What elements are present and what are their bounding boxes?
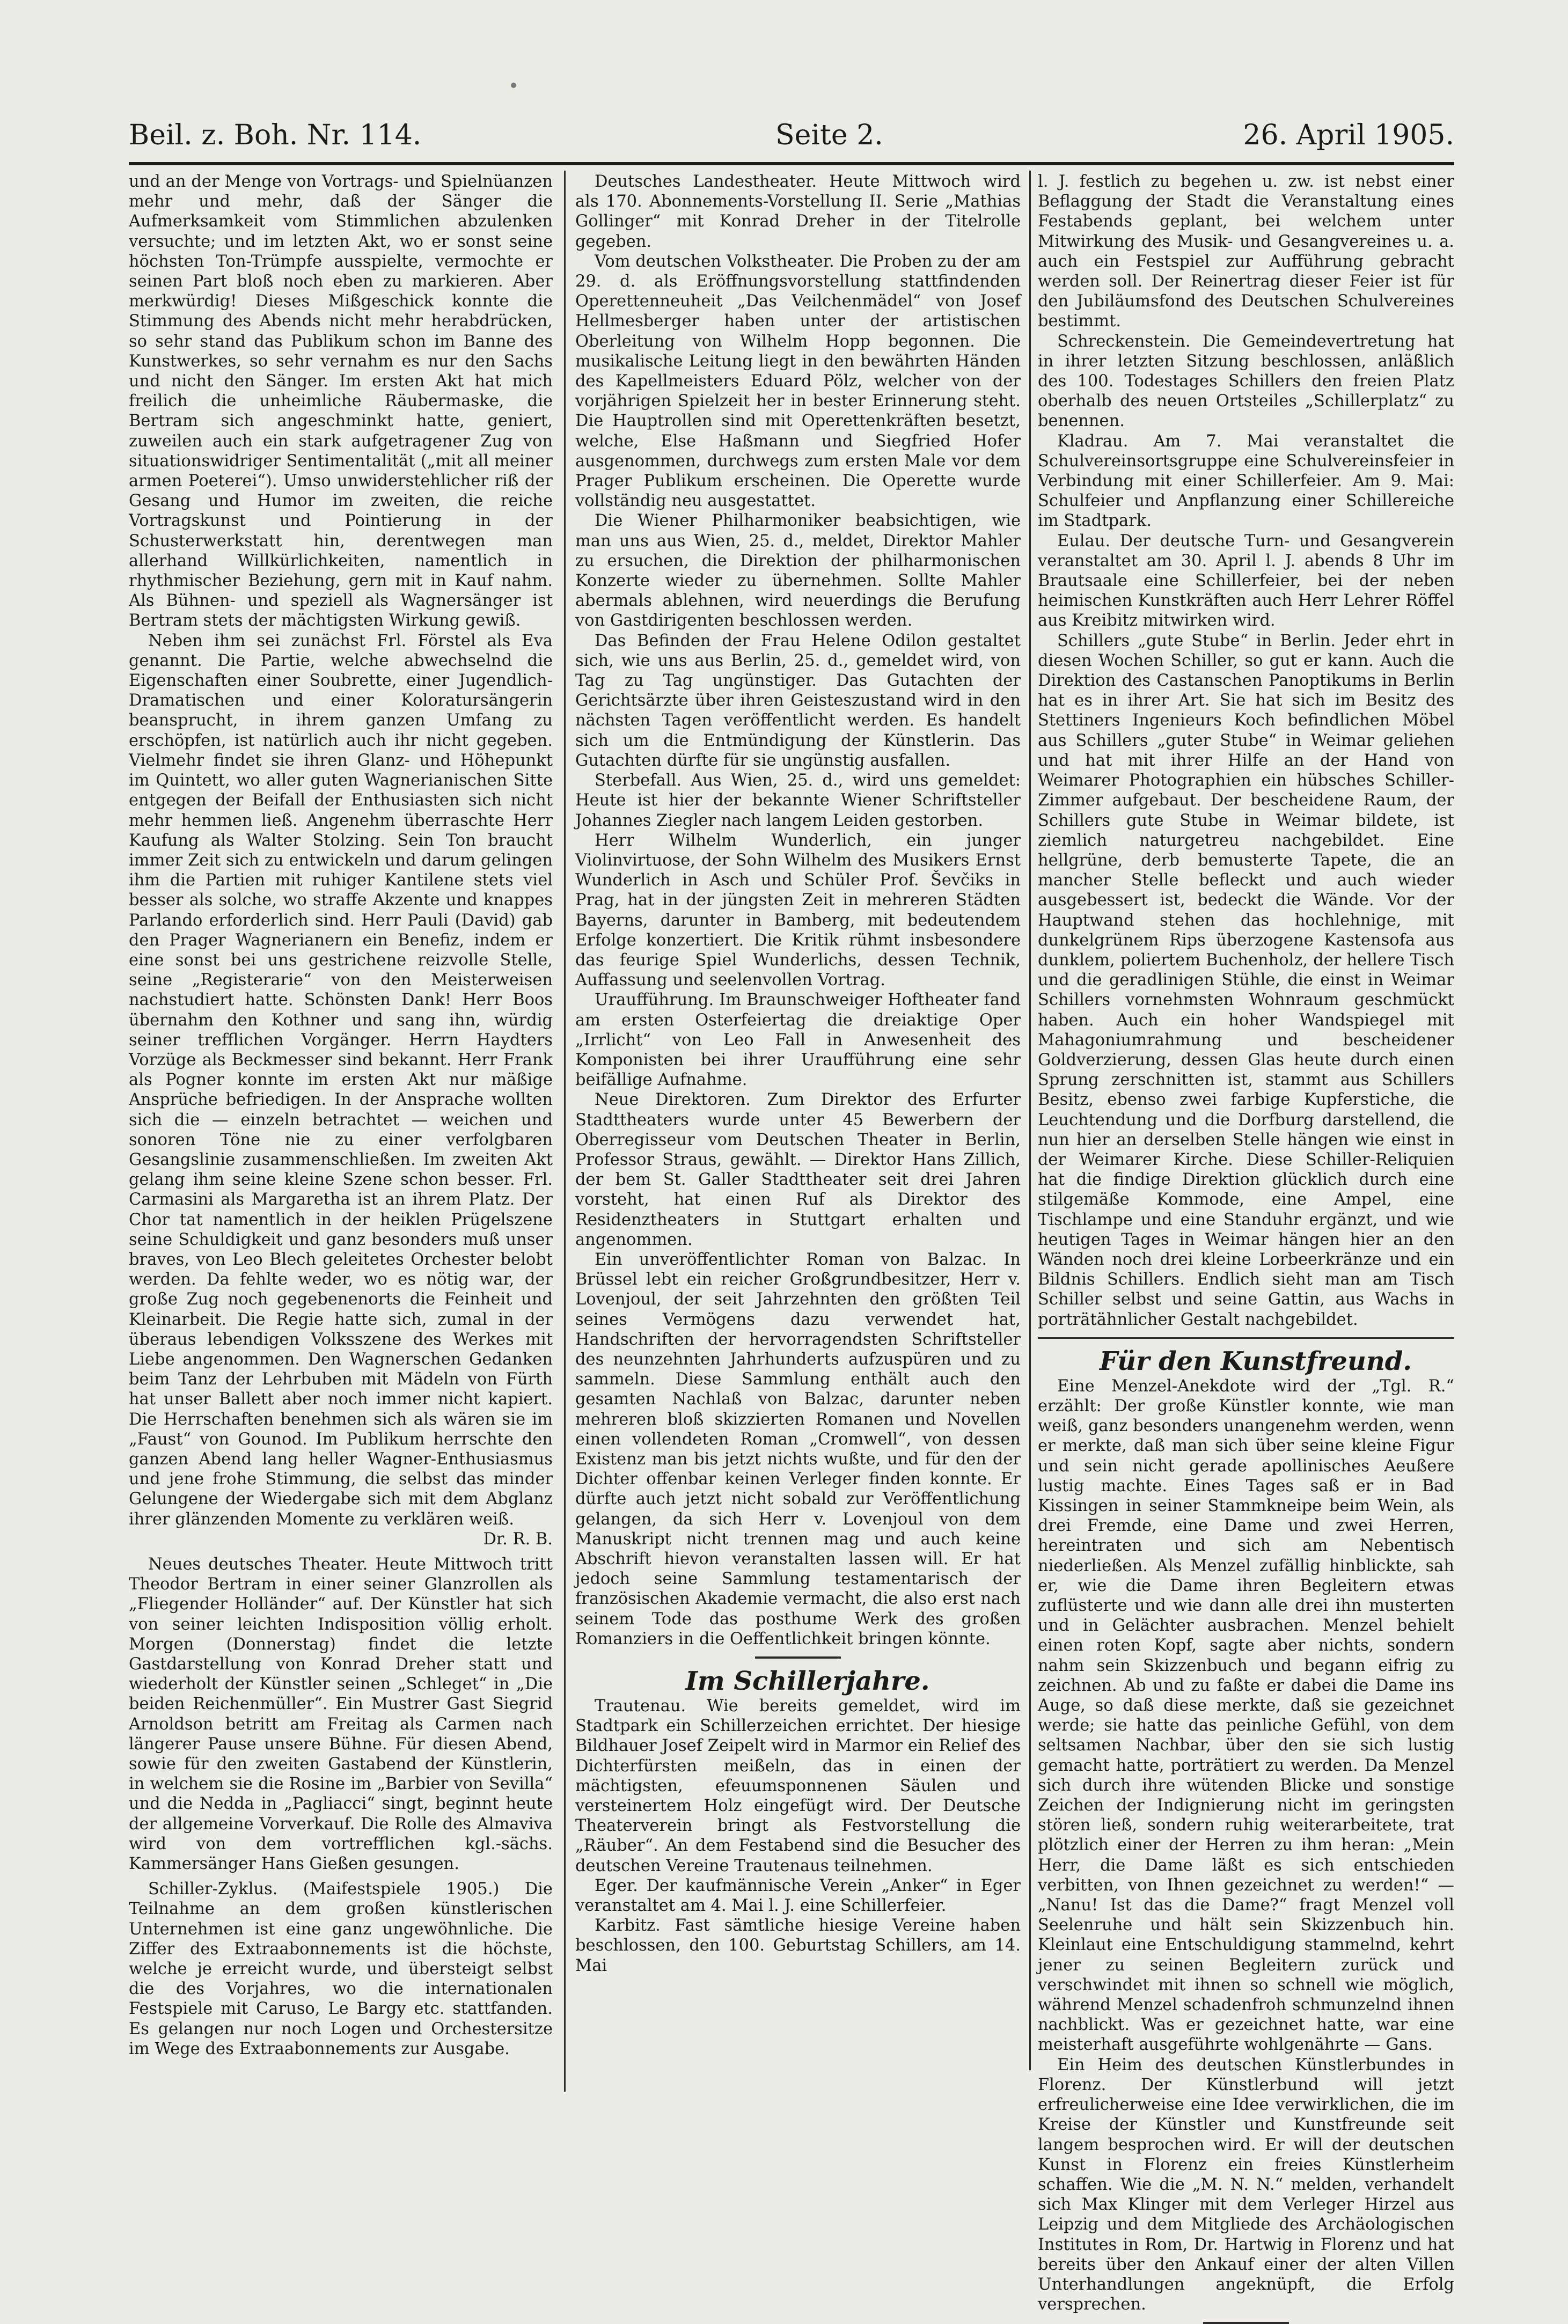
section-title-kunstfreund: Für den Kunstfreund. — [1099, 1346, 1412, 1376]
column-2 — [575, 172, 1021, 2125]
news-eulau: Eulau. Der deutsche Turn- und Gesangverein veranstaltet am 30. April l. J. abends 8 Uhr im Brautsaale eine Schillerfeier, bei der neben heimischen Kunstkräften auch Herr Lehrer Röffel aus Kreibitz mitwirken wird. — [1038, 531, 1454, 631]
news-neues-deutsches-theater: Neues deutsches Theater. Heute Mittwoch tritt Theodor Bertram in einer seiner Glanzrollen als „Fliegender Holländer“ auf. Der Künstler hat sich von seiner leichten Indisposition völlig erholt. Morgen (Donnerstag) findet die letzte Gastdarstellung von Konrad Dreher statt und wiederholt der Künstler seinen „Schleget“ in „Die beiden Reichenmüller“. Ein Mustrer Gast Siegrid Arnoldson betritt am Freitag als Carmen nach längerer Pause unsere Bühne. Für diesen Abend, sowie für den zweiten Gastabend der Künstlerin, in welchem sie die Rosine im „Barbier von Sevilla“ und die Nedda in „Pagliacci“ singt, beginnt heute der allgemeine Vorverkauf. Die Rolle des Almaviva wird von dem vortrefflichen kgl.-sächs. Kammersänger Hans Gießen gesungen. — [129, 1555, 553, 1874]
news-kladrau: Kladrau. Am 7. Mai veranstaltet die Schulvereinsortsgruppe eine Schulvereinsfeier in Verbindung mit einer Schillerfeier. Am 9. Mai: Schulfeier und Anpflanzung einer Schillereiche im Stadtpark. — [1038, 431, 1454, 531]
header-rule — [129, 162, 1454, 165]
news-schreckenstein: Schreckenstein. Die Gemeindevertretung hat in ihrer letzten Sitzung beschlossen, anläßlich des 100. Todestages Schillers den freien Platz oberhalb des neuen Ortsteiles „Schillerplatz“ zu benennen. — [1038, 332, 1454, 431]
news-landestheater: Deutsches Landestheater. Heute Mittwoch wird als 170. Abonnements-Vorstellung II. Serie „Mathias Gollinger“ mit Konrad Dreher in der Titelrolle gegeben. — [575, 172, 1021, 251]
news-volkstheater: Vom deutschen Volkstheater. Die Proben zu der am 29. d. als Eröffnungsvorstellung stattfindenden Operettenneuheit „Das Veilchenmädel“ von Josef Hellmesberger haben unter der artistischen Oberleitung von Wilhelm Hopp begonnen. Die musikalische Leitung liegt in den bewährten Händen des Kapellmeisters Eduard Pölz, welcher von der vorjährigen Spielzeit her in bester Erinnerung steht. Die Hauptrollen sind mit Operettenkräften besetzt, welche, Else Haßmann und Siegfried Hofer ausgenommen, durchwegs zum ersten Male vor dem Prager Publikum erscheinen. Die Operette wurde vollständig neu ausgestattet. — [575, 252, 1021, 511]
paper-speck — [511, 83, 516, 88]
news-karbitz: Karbitz. Fast sämtliche hiesige Vereine haben beschlossen, den 100. Geburtstag Schillers, am 14. Mai — [575, 1916, 1021, 1975]
news-schillers-gute-stube: Schillers „gute Stube“ in Berlin. Jeder ehrt in diesen Wochen Schiller, so gut er kann. Auch die Direktion des Castanschen Panoptikums in Berlin hat es in ihrer Art. Sie hat sich im Besitz des Stettiners Ingenieurs Koch befindlichen Möbel aus Schillers „guter Stube“ in Weimar geliehen und hat mit ihrer Hilfe an der Hand von Weimarer Photographien ein hübsches Schiller-Zimmer aufgebaut. Der bescheidene Raum, der Schillers gute Stube in Weimar bildete, ist ziemlich naturgetreu nachgebildet. Eine hellgrüne, derb bemusterte Tapete, die an mancher Stelle befleckt und auch wieder ausgebessert ist, bedeckt die Wände. Vor der Hauptwand stehen das hochlehnige, mit dunkelgrünem Rips überzogene Kastensofa aus dunklem, poliertem Buchenholz, der hellere Tisch und die geradlinigen Stühle, die einst in Weimar Schillers vornehmsten Wohnraum geschmückt haben. Auch ein hoher Wandspiegel mit Mahagoniumrahmung und bescheidener Goldverzierung, dessen Glas heute durch einen Sprung zerschnitten ist, stammt aus Schillers Besitz, ebenso zwei farbige Kupferstiche, die Leuchtendung und die Dorfburg darstellend, die nun hier an derselben Stelle hängen wie einst in der Weimarer Kirche. Diese Schiller-Reliquien hat die findige Direktion glücklich durch eine stilgemäße Kommode, eine Ampel, eine Tischlampe und eine Standuhr ergänzt, und wie heutigen Tages in Weimar hängen hier an den Wänden noch drei kleine Lorbeerkränze und ein Bildnis Schillers. Endlich sieht man am Tisch Schiller selbst und seine Gattin, aus Wachs in porträtähnlicher Gestalt nachgebildet. — [1038, 631, 1454, 1329]
section-rule — [755, 1656, 841, 1659]
end-rule — [1203, 2322, 1289, 2324]
issue-reference: Beil. z. Boh. Nr. 114. — [129, 119, 422, 151]
column-rule-2 — [1029, 171, 1031, 2070]
news-wiener-philharmoniker: Die Wiener Philharmoniker beabsichtigen, wie man uns aus Wien, 25. d., meldet, Direktor Mahler zu ersuchen, die Direktion der philharmonischen Konzerte wieder zu übernehmen. Sollte Mahler abermals ablehnen, wird neuerdings die Berufung von Gastdirigenten beschlossen werden. — [575, 511, 1021, 631]
news-eger: Eger. Der kaufmännische Verein „Anker“ in Eger veranstaltet am 4. Mai l. J. eine Schillerfeier. — [575, 1876, 1021, 1916]
news-urauffuehrung: Uraufführung. Im Braunschweiger Hoftheater fand am ersten Osterfeiertag die dreiaktige Oper „Irrlicht“ von Leo Fall in Anwesenheit des Komponisten bei ihrer Uraufführung eine sehr beifällige Aufnahme. — [575, 991, 1021, 1090]
column-1 — [129, 172, 553, 2157]
opera-review-continued: und an der Menge von Vortrags- und Spielnüanzen mehr und mehr, daß der Sänger die Aufmerksamkeit vom Stimmlichen abzulenken versuchte; und im letzten Akt, wo er sonst seine höchsten Ton-Trümpfe ausspielte, vermochte er seinen Part bloß noch eben zu markieren. Aber merkwürdig! Dieses Mißgeschick konnte die Stimmung des Abends nicht mehr herabdrücken, so sehr stand das Publikum schon im Banne des Kunstwerkes, so sehr vernahm es nur den Sachs und nicht den Sänger. Im ersten Akt hat mich freilich die unheimliche Räubermaske, die Bertram sich angeschminkt hatte, geniert, zuweilen auch ein stark aufgetragener Zug von situationswidriger Sentimentalität („mit all meiner armen Poeterei“). Umso unwiderstehlicher riß der Gesang und Humor im zweiten, die reiche Vortragskunst und Pointierung in der Schusterwerkstatt hin, derentwegen man allerhand Willkürlichkeiten, namentlich in rhythmischer Beziehung, gern mit in Kauf nahm. Als Bühnen- und speziell als Wagnersänger ist Bertram stets der mächtigsten Wirkung gewiß. — [129, 172, 553, 631]
issue-date: 26. April 1905. — [1243, 119, 1454, 151]
section-rule-full — [1038, 1337, 1454, 1339]
column-3 — [1038, 172, 1454, 2314]
page-header — [129, 119, 1454, 167]
news-wilhelm-wunderlich: Herr Wilhelm Wunderlich, ein junger Violinvirtuose, der Sohn Wilhelm des Musikers Ernst Wunderlich in Asch und Schüler Prof. Ševčiks in Prag, hat in der jüngsten Zeit in mehreren Städten Bayerns, darunter in Bamberg, mit bedeutendem Erfolge konzertiert. Die Kritik rühmt insbesondere das feurige Spiel Wunderlichs, dessen Technik, Auffassung und seelenvollen Vortrag. — [575, 831, 1021, 990]
opera-review-cast: Neben ihm sei zunächst Frl. Förstel als Eva genannt. Die Partie, welche abwechselnd die Eigenschaften einer Soubrette, einer Jugendlich-Dramatischen und einer Koloratursängerin beansprucht, in ihrem ganzen Umfang zu erschöpfen, ist natürlich auch ihr nicht gegeben. Vielmehr findet sie ihren Glanz- und Höhepunkt im Quintett, wo aller guten Wagnerianischen Sitte entgegen der Beifall der Enthusiasten sich nicht mehr hemmen ließ. Angenehm überraschte Herr Kaufung als Walter Stolzing. Sein Ton braucht immer Zeit sich zu entwickeln und darum gelingen ihm die Partien mit ruhiger Kantilene stets viel besser als solche, wo straffe Akzente und knappes Parlando erforderlich sind. Herr Pauli (David) gab den Prager Wagnerianern ein Benefiz, indem er eine sonst bei uns gestrichene reizvolle Stelle, seine „Registerarie“ von den Meisterweisen nachstudiert hatte. Schönsten Dank! Herr Boos übernahm den Kothner und sang ihn, würdig seiner trefflichen Vorgänger. Herrn Haydters Vorzüge als Beckmesser sind bekannt. Herr Frank als Pogner konnte im ersten Akt nur mäßige Ansprüche befriedigen. In der Ansprache wollten sich die — einzeln betrachtet — weichen und sonoren Töne nie zu einer verfolgbaren Gesangslinie zusammenschließen. Im zweiten Akt gelang ihm seine kleine Szene schon besser. Frl. Carmasini als Margaretha ist an ihrem Platz. Der Chor tat namentlich in der heiklen Prügelszene seine Schuldigkeit und ganz besonders muß unser braves, von Leo Blech geleitetes Orchester belobt werden. Da fehlte weder, wo es nötig war, der große Zug noch gegebenenorts die Feinheit und Kleinarbeit. Die Regie hatte sich, zumal in der überaus lebendigen Volksszene des Werkes mit Liebe angenommen. Den Wagnerschen Gedanken beim Tanz der Lehrbuben mit Mädeln von Fürth hat unser Ballett aber noch immer nicht kapiert. Die Herrschaften benehmen sich als wären sie im „Faust“ von Gounod. Im Publikum herrschte den ganzen Abend lang heller Wagner-Enthusiasmus und jene frohe Stimmung, die selbst das minder Gelungene der Wiedergabe sich mit dem Abglanz ihrer glänzenden Momente zu verklären weiß. — [129, 631, 553, 1529]
news-helene-odilon: Das Befinden der Frau Helene Odilon gestaltet sich, wie uns aus Berlin, 25. d., gemeldet wird, von Tag zu Tag ungünstiger. Das Gutachten der Gerichtsärzte über ihren Geisteszustand wird in den nächsten Tagen veröffentlicht werden. Es handelt sich um die Entmündigung der Künstlerin. Das Gutachten dürfte für sie ungünstig ausfallen. — [575, 631, 1021, 770]
news-neue-direktoren: Neue Direktoren. Zum Direktor des Erfurter Stadttheaters wurde unter 45 Bewerbern der Oberregisseur vom Deutschen Theater in Berlin, Professor Straus, gewählt. — Direktor Hans Zillich, der bem St. Galler Stadttheater seit drei Jahren vorsteht, hat einen Ruf als Direktor des Residenztheaters in Stuttgart erhalten und angenommen. — [575, 1090, 1021, 1249]
page-number: Seite 2. — [775, 119, 883, 151]
news-trautenau: Trautenau. Wie bereits gemeldet, wird im Stadtpark ein Schillerzeichen errichtet. Der hiesige Bildhauer Josef Zeipelt wird in Marmor ein Relief des Dichterfürsten meißeln, das in einen der mächtigsten, efeuumsponnenen Säulen und versteinertem Holz eingefügt wird. Der Deutsche Theaterverein bringt als Festvorstellung die „Räuber“. An dem Festabend sind die Besucher des deutschen Vereine Trautenaus teilnehmen. — [575, 1697, 1021, 1875]
news-sterbefall: Sterbefall. Aus Wien, 25. d., wird uns gemeldet: Heute ist hier der bekannte Wiener Schriftsteller Johannes Ziegler nach langem Leiden gestorben. — [575, 771, 1021, 830]
review-signature: Dr. R. B. — [483, 1529, 553, 1549]
news-schiller-zyklus: Schiller-Zyklus. (Maifestspiele 1905.) Die Teilnahme an dem großen künstlerischen Unternehmen ist eine ganz ungewöhnliche. Die Ziffer des Extraabonnements ist die höchste, welche je erreicht wurde, und übersteigt selbst die des Vorjahres, wo die internationalen Festspiele mit Caruso, Le Bargy etc. stattfanden. Es gelangen nur noch Logen und Orchestersitze im Wege des Extraabonnements zur Ausgabe. — [129, 1880, 553, 2058]
news-menzel-anekdote: Eine Menzel-Anekdote wird der „Tgl. R.“ erzählt: Der große Künstler konnte, wie man weiß, ganz besonders unangenehm werden, wenn er merkte, daß man sich über seine kleine Figur und sein nicht gerade apollinisches Aeußere lustig machte. Eines Tages saß er in Bad Kissingen in seiner Stammkneipe beim Wein, als drei Fremde, eine Dame und zwei Herren, hereintraten und sich am Nebentisch niederließen. Als Menzel zufällig hinblickte, sah er, wie die Dame ihren Begleitern etwas zuflüsterte und wie dann alle drei ihn musterten und in Gelächter ausbrachen. Menzel behielt einen roten Kopf, sagte aber nichts, sondern nahm sein Skizzenbuch und begann eifrig zu zeichnen. Ab und zu faßte er dabei die Dame ins Auge, so daß diese merkte, daß sie gezeichnet werde; sie hatte das peinliche Gefühl, von dem seltsamen Nachbar, über den sie sich lustig gemacht hatte, porträtiert zu werden. Da Menzel sich durch ihre wütenden Blicke und sonstige Zeichen der Indignierung nicht im geringsten stören ließ, sondern ruhig weiterarbeitete, trat plötzlich einer der Herren zu ihm heran: „Mein Herr, die Dame läßt es sich entschieden verbitten, von Ihnen gezeichnet zu werden!“ — „Nanu! Ist das die Dame?“ fragt Menzel voll Seelenruhe und hält sein Skizzenbuch hin. Kleinlaut eine Entschuldigung stammelnd, kehrt jener zu seinen Begleitern zurück und verschwindet mit ihnen so schnell wie möglich, während Menzel schadenfroh schmunzelnd ihnen nachblickt. Was er gezeichnet hatte, war eine meisterhaft ausgeführte wohlgenährte — Gans. — [1038, 1376, 1454, 2055]
column-rule-1 — [564, 171, 566, 2092]
section-title-schillerjahre: Im Schillerjahre. — [685, 1666, 930, 1697]
news-karbitz-continued: l. J. festlich zu begehen u. zw. ist nebst einer Beflaggung der Stadt die Veranstaltung eines Festabends geplant, bei welchem unter Mitwirkung des Musik- und Gesangvereines u. a. auch ein Festspiel zur Aufführung gebracht werden soll. Der Reinertrag dieser Feier ist für den Jubiläumsfond des Deutschen Schulvereines bestimmt. — [1038, 172, 1454, 331]
news-balzac-roman: Ein unveröffentlichter Roman von Balzac. In Brüssel lebt ein reicher Großgrundbesitzer, Herr v. Lovenjoul, der seit Jahrzehnten den größten Teil seines Vermögens dazu verwendet hat, Handschriften der hervorragendsten Schriftsteller des neunzehnten Jahrhunderts aufzuspüren und zu sammeln. Diese Sammlung enthält auch den gesamten Nachlaß von Balzac, darunter neben mehreren bloß skizzierten Romanen und Novellen einen vollendeten Roman „Cromwell“, von dessen Existenz man bis jetzt nichts wußte, und für den der Dichter offenbar keinen Verleger finden konnte. Er dürfte auch jetzt nicht sobald zur Veröffentlichung gelangen, da sich Herr v. Lovenjoul von dem Manuskript nicht trennen mag und auch keine Abschrift hievon veranstalten lassen will. Er hat jedoch seine Sammlung testamentarisch der französischen Akademie vermacht, die also erst nach seinem Tode das posthume Werk des großen Romanziers in die Oeffentlichkeit bringen könnte. — [575, 1250, 1021, 1648]
news-kuenstlerheim-florenz: Ein Heim des deutschen Künstlerbundes in Florenz. Der Künstlerbund will jetzt erfreulicherweise eine Idee verwirklichen, die im Kreise der Künstler und Kunstfreunde seit langem besprochen wird. Er will der deutschen Kunst in Florenz ein freies Künstlerheim schaffen. Wie die „M. N. N.“ melden, verhandelt sich Max Klinger mit dem Verleger Hirzel aus Leipzig und dem Mitgliede des Archäologischen Institutes in Rom, Dr. Hartwig in Florenz und hat bereits über den Ankauf einer der alten Villen Unterhandlungen angeknüpft, die Erfolg versprechen. — [1038, 2055, 1454, 2314]
